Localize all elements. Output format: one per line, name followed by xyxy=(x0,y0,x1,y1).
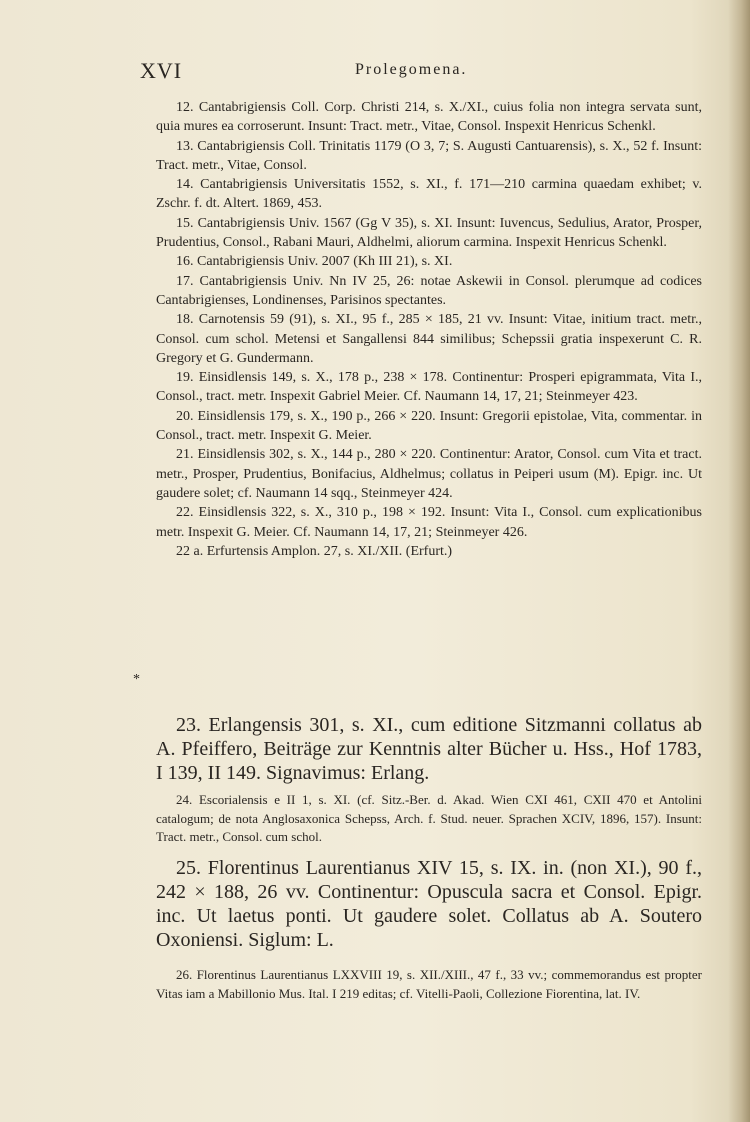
list-item: 23. Erlangensis 301, s. XI., cum editione Sitzmanni collatus ab A. Pfeiffero, Beiträge zur Kenntnis alter Bücher u. Hss., Hof 1783, I 139, II 149. Signavimus: Erlang. xyxy=(156,714,702,784)
list-item: 19. Einsidlensis 149, s. X., 178 p., 238 × 178. Continentur: Prosperi epigrammata, Vita I., Consol., tract. metr. Inspexit Gabriel Meier. Cf. Naumann 14, 17, 21; Steinmeyer 423. xyxy=(156,370,702,405)
list-item: 17. Cantabrigiensis Univ. Nn IV 25, 26: notae Askewii in Consol. plerumque ad codices Cantabrigienses, Londinenses, Parisinos spectantes. xyxy=(156,273,702,308)
list-item: 13. Cantabrigiensis Coll. Trinitatis 1179 (O 3, 7; S. Augusti Cantuarensis), s. X., 52 f. Insunt: Tract. metr., Vitae, Consol. xyxy=(156,138,702,173)
entry-23 xyxy=(156,713,702,785)
page-number: XVI xyxy=(140,58,183,83)
list-item: 15. Cantabrigiensis Univ. 1567 (Gg V 35), s. XI. Insunt: Iuvencus, Sedulius, Arator, Prosper, Prudentius, Consol., Rabani Mauri, Aldhelmi, aliorum carmina. Inspexit Henricus Schenkl. xyxy=(156,215,702,251)
running-head: Prolegomena. xyxy=(355,61,468,78)
page-header xyxy=(140,58,700,84)
manuscript-list xyxy=(156,98,702,561)
list-item: 18. Carnotensis 59 (91), s. XI., 95 f., 285 × 185, 21 vv. Insunt: Vitae, initium tract. metr., Consol. cum schol. Metensi et Sangallensi 844 similibus; Schepssii gratia inspexerunt C. R. Gregory et G. Gundermann. xyxy=(156,312,702,366)
margin-mark: * xyxy=(133,672,140,687)
list-item: 14. Cantabrigiensis Universitatis 1552, s. XI., f. 171—210 carmina quaedam exhibet; v. Zschr. f. dt. Altert. 1869, 453. xyxy=(156,177,702,212)
list-item: 16. Cantabrigiensis Univ. 2007 (Kh III 21), s. XI. xyxy=(176,254,453,270)
list-item: 24. Escorialensis e II 1, s. XI. (cf. Sitz.-Ber. d. Akad. Wien CXI 461, CXII 470 et Antolini catalogum; de nota Anglosaxonica Schepss, Arch. f. Stud. neuer. Sprachen XCIV, 1896, 157). Insunt: Tract. metr., Consol. cum schol. xyxy=(156,792,702,844)
list-item: 12. Cantabrigiensis Coll. Corp. Christi 214, s. X./XI., cuius folia non integra servata sunt, quia mures ea corroserunt. Insunt: Tract. metr., Vitae, Consol. Inspexit Henricus Schenkl. xyxy=(156,100,702,135)
list-item: 22 a. Erfurtensis Amplon. 27, s. XI./XII. (Erfurt.) xyxy=(176,543,453,559)
list-item: 22. Einsidlensis 322, s. X., 310 p., 198 × 192. Insunt: Vita I., Consol. cum explicationibus metr. Inspexit G. Meier. Cf. Naumann 14, 17, 21; Steinmeyer 426. xyxy=(156,505,702,540)
list-item: 25. Florentinus Laurentianus XIV 15, s. IX. in. (non XI.), 90 f., 242 × 188, 26 vv. Continentur: Opuscula sacra et Consol. Epigr. inc. Ut laetus ponti. Ut gaudere solet. Collatus ab A. Soutero Oxoniensi. Siglum: L. xyxy=(156,857,702,951)
entry-25 xyxy=(156,856,702,952)
list-item: 26. Florentinus Laurentianus LXXVIII 19, s. XII./XIII., 47 f., 33 vv.; commemorandus est propter Vitas iam a Mabillonio Mus. Ital. I 219 editas; cf. Vitelli-Paoli, Collezione Fiorentina, lat. IV. xyxy=(156,967,702,1001)
list-item: 20. Einsidlensis 179, s. X., 190 p., 266 × 220. Insunt: Gregorii epistolae, Vita, commentar. in Consol., tract. metr. Inspexit G. Meier. xyxy=(156,408,702,444)
entry-26 xyxy=(156,966,702,1003)
page-edge-shadow xyxy=(728,0,750,1122)
entry-24 xyxy=(156,791,702,847)
list-item: 21. Einsidlensis 302, s. X., 144 p., 280 × 220. Continentur: Arator, Consol. cum Vita et tract. metr., Prosper, Prudentius, Bonifacius, Aldhelmus; collatus in Peiperi usum (M). Epigr. inc. Ut gaudere solet; cf. Naumann 14 sqq., Steinmeyer 424. xyxy=(156,447,702,501)
